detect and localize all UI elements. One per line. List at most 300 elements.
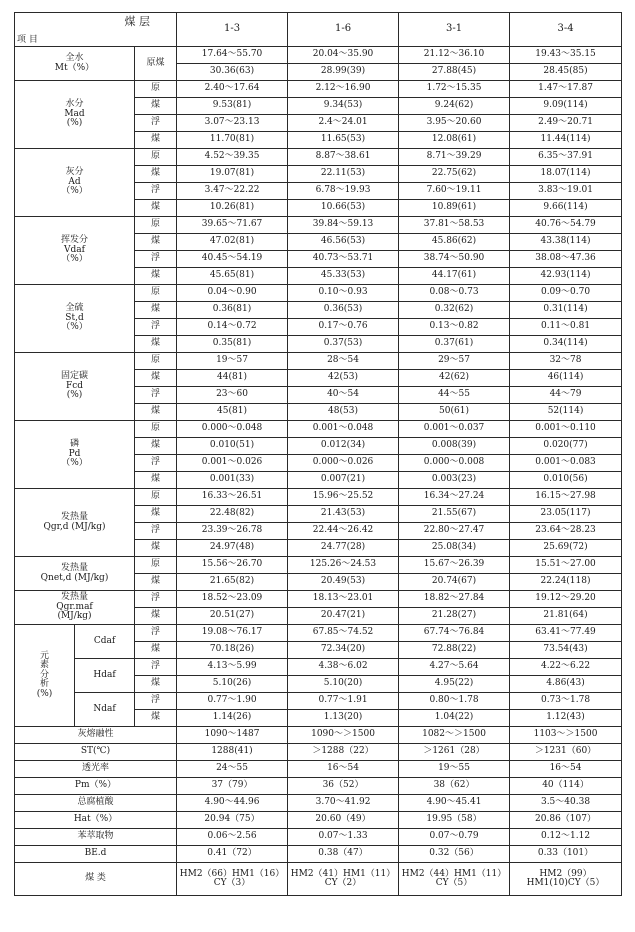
qgrmaf-label-part: Qgr.maf — [56, 601, 93, 612]
el-hdaf-mean-cell: 4.86(43) — [510, 676, 622, 693]
pm-mean-cell: 40（114） — [510, 778, 622, 795]
ad-raw-range-cell: 6.35～37.91 — [510, 149, 622, 166]
coal-class-line: CY（3） — [213, 878, 251, 888]
qgrd-washed-range-cell: 22.80～27.47 — [399, 523, 510, 540]
qgrmaf-washed-mean-cell: 21.81(64) — [510, 608, 622, 625]
mad-raw-range-cell: 2.40～17.64 — [177, 81, 288, 98]
qnetd-raw-range-cell: 15.51～27.00 — [510, 557, 622, 574]
el-hdaf-mean-cell: 5.10(20) — [288, 676, 399, 693]
pm-mean-cell: 38（62） — [399, 778, 510, 795]
st-range-cell: 1082～＞1500 — [399, 727, 510, 744]
vdaf-raw-range-row — [15, 217, 622, 234]
ad-washed-mean-cell: 10.66(53) — [288, 200, 399, 217]
hat-mean-cell: 20.86（107） — [510, 812, 622, 829]
vdaf-raw-mean-cell: 46.56(53) — [288, 234, 399, 251]
qnetd-raw-mean-cell: 22.24(118) — [510, 574, 622, 591]
pd-washed-range-cell: 0.000～0.026 — [288, 455, 399, 472]
pm-range-cell: 16～54 — [288, 761, 399, 778]
vdaf-raw-range-cell: 37.81～58.53 — [399, 217, 510, 234]
st-sublabel: ST(℃) — [15, 744, 177, 761]
fcd-raw-range-cell: 29～57 — [399, 353, 510, 370]
fcd-washed-mean-cell: 52(114) — [510, 404, 622, 421]
qgrd-raw-mean-cell: 21.43(53) — [288, 506, 399, 523]
qgrd-raw-range-cell: 15.96～25.52 — [288, 489, 399, 506]
pm-range-row — [15, 761, 622, 778]
bed-sublabel: BE.d — [15, 846, 177, 863]
vdaf-washed-mean-cell: 42.93(114) — [510, 268, 622, 285]
ad-washed-mean-cell: 9.66(114) — [510, 200, 622, 217]
std-raw-type-bottom: 煤 — [135, 302, 177, 319]
corner-seam-label: 煤 层 — [124, 15, 151, 28]
pd-washed-type-bottom: 煤 — [135, 472, 177, 489]
pd-raw-range-cell: 0.000～0.048 — [177, 421, 288, 438]
mad-raw-mean-cell: 9.09(114) — [510, 98, 622, 115]
pm-label: 透光率 — [15, 761, 177, 778]
fcd-raw-range-cell: 28～54 — [288, 353, 399, 370]
st-range-row — [15, 727, 622, 744]
qgrd-washed-range-cell: 23.64～28.23 — [510, 523, 622, 540]
vdaf-label-part: Vdaf — [64, 244, 85, 255]
bed-range-row — [15, 829, 622, 846]
el-ndaf-mean-cell: 1.14(26) — [177, 710, 288, 727]
pm-mean-cell: 36（52） — [288, 778, 399, 795]
mad-raw-range-cell: 1.72～15.35 — [399, 81, 510, 98]
mt-raw-mean-cell: 27.88(45) — [399, 64, 510, 81]
coal-class-cell — [399, 863, 510, 896]
coal-class-label: 煤 类 — [15, 863, 177, 896]
elemental-label-char: 素 — [39, 660, 49, 671]
ad-washed-mean-cell: 10.89(61) — [399, 200, 510, 217]
st-range-cell: 1103～＞1500 — [510, 727, 622, 744]
mad-washed-range-cell: 2.49～20.71 — [510, 115, 622, 132]
fcd-washed-range-cell: 44～55 — [399, 387, 510, 404]
pd-raw-mean-cell: 0.010(51) — [177, 438, 288, 455]
qgrmaf-washed-range-cell: 18.13～23.01 — [288, 591, 399, 608]
pd-raw-range-cell: 0.001～0.110 — [510, 421, 622, 438]
el-ndaf-type-bottom: 煤 — [135, 710, 177, 727]
std-label-cell — [15, 285, 135, 353]
qgrd-washed-type-bottom: 煤 — [135, 540, 177, 557]
el-cdaf-mean-cell: 72.88(22) — [399, 642, 510, 659]
ad-raw-range-row — [15, 149, 622, 166]
hat-mean-row — [15, 812, 622, 829]
pd-raw-range-cell: 0.001～0.037 — [399, 421, 510, 438]
fcd-washed-range-cell: 40～54 — [288, 387, 399, 404]
mad-label-part: Mad — [64, 108, 85, 119]
qgrd-label-part: Qgr,d (MJ/kg) — [43, 521, 106, 532]
coal-class-line: HM1(10)CY（5） — [526, 878, 605, 888]
table-body — [15, 13, 622, 896]
qgrd-raw-range-row — [15, 489, 622, 506]
fcd-raw-type-top: 原 — [135, 353, 177, 370]
st-mean-row — [15, 744, 622, 761]
el-hdaf-type-top: 浮 — [135, 659, 177, 676]
st-range-cell: 1090～＞1500 — [288, 727, 399, 744]
vdaf-raw-type-bottom: 煤 — [135, 234, 177, 251]
qnetd-raw-range-cell: 125.26～24.53 — [288, 557, 399, 574]
st-mean-cell: 1288(41) — [177, 744, 288, 761]
el-cdaf-mean-cell: 73.54(43) — [510, 642, 622, 659]
pd-label-part: （%） — [61, 458, 88, 469]
ad-raw-mean-cell: 18.07(114) — [510, 166, 622, 183]
fcd-label-part: 固定碳 — [60, 371, 88, 382]
std-raw-range-cell: 0.09～0.70 — [510, 285, 622, 302]
std-raw-type-top: 原 — [135, 285, 177, 302]
qnetd-raw-mean-cell: 20.49(53) — [288, 574, 399, 591]
ad-washed-type-bottom: 煤 — [135, 200, 177, 217]
std-raw-range-row — [15, 285, 622, 302]
el-cdaf-range-row — [15, 625, 622, 642]
std-raw-range-cell: 0.08～0.73 — [399, 285, 510, 302]
seam-header-1-3: 1-3 — [177, 13, 288, 47]
qgrmaf-label-part: 发热量 — [60, 592, 88, 603]
bed-range-cell: 0.12～1.12 — [510, 829, 622, 846]
el-cdaf-type-bottom: 煤 — [135, 642, 177, 659]
vdaf-washed-mean-cell: 45.65(81) — [177, 268, 288, 285]
qgrd-raw-type-top: 原 — [135, 489, 177, 506]
pd-washed-mean-cell: 0.007(21) — [288, 472, 399, 489]
pd-raw-mean-cell: 0.012(34) — [288, 438, 399, 455]
qgrmaf-washed-range-cell: 18.52～23.09 — [177, 591, 288, 608]
qnetd-raw-range-cell: 15.56～26.70 — [177, 557, 288, 574]
mad-raw-range-cell: 2.12～16.90 — [288, 81, 399, 98]
el-hdaf-range-row — [15, 659, 622, 676]
pm-range-cell: 16～54 — [510, 761, 622, 778]
qgrd-raw-mean-cell: 23.05(117) — [510, 506, 622, 523]
bed-range-cell: 0.06～2.56 — [177, 829, 288, 846]
std-washed-range-cell: 0.17～0.76 — [288, 319, 399, 336]
fcd-label-cell — [15, 353, 135, 421]
vdaf-label-cell — [15, 217, 135, 285]
std-raw-mean-cell: 0.36(81) — [177, 302, 288, 319]
std-washed-type-top: 浮 — [135, 319, 177, 336]
elemental-label-char: 析 — [39, 679, 49, 690]
bed-range-cell: 0.07～1.33 — [288, 829, 399, 846]
bed-mean-cell: 0.38（47） — [288, 846, 399, 863]
fcd-washed-mean-cell: 45(81) — [177, 404, 288, 421]
vdaf-washed-type-bottom: 煤 — [135, 268, 177, 285]
coal-class-row — [15, 863, 622, 896]
el-cdaf-label: Cdaf — [75, 625, 135, 659]
seam-header-3-4: 3-4 — [510, 13, 622, 47]
std-washed-mean-cell: 0.37(61) — [399, 336, 510, 353]
mt-raw-range-cell: 17.64～55.70 — [177, 47, 288, 64]
ad-washed-mean-cell: 10.26(81) — [177, 200, 288, 217]
coal-class-line: HM2（44）HM1（11） — [401, 868, 507, 879]
vdaf-washed-range-cell: 38.74～50.90 — [399, 251, 510, 268]
el-hdaf-range-cell: 4.13～5.99 — [177, 659, 288, 676]
vdaf-label-part: 挥发分 — [60, 235, 88, 246]
fcd-washed-range-cell: 23～60 — [177, 387, 288, 404]
seam-header-3-1: 3-1 — [399, 13, 510, 47]
fcd-raw-mean-cell: 44(81) — [177, 370, 288, 387]
mad-washed-range-cell: 3.95～20.60 — [399, 115, 510, 132]
hat-range-cell: 3.70～41.92 — [288, 795, 399, 812]
pd-washed-range-cell: 0.000～0.008 — [399, 455, 510, 472]
hat-label: 总腐植酸 — [15, 795, 177, 812]
std-label-part: （%） — [61, 322, 88, 333]
hat-mean-cell: 20.60（49） — [288, 812, 399, 829]
std-washed-mean-cell: 0.34(114) — [510, 336, 622, 353]
pd-label-part: Pd — [68, 448, 81, 459]
bed-mean-cell: 0.33（101） — [510, 846, 622, 863]
vdaf-washed-mean-cell: 45.33(53) — [288, 268, 399, 285]
pd-washed-range-cell: 0.001～0.083 — [510, 455, 622, 472]
mt-raw-mean-cell: 28.99(39) — [288, 64, 399, 81]
header-corner-cell — [15, 13, 177, 47]
mad-label-cell — [15, 81, 135, 149]
fcd-washed-mean-cell: 48(53) — [288, 404, 399, 421]
el-ndaf-mean-cell: 1.12(43) — [510, 710, 622, 727]
pm-range-cell: 19～55 — [399, 761, 510, 778]
elemental-label-char: 元 — [39, 650, 49, 661]
mt-raw-type: 原煤 — [135, 47, 177, 81]
pd-raw-range-cell: 0.001～0.048 — [288, 421, 399, 438]
mad-raw-mean-cell: 9.24(62) — [399, 98, 510, 115]
mad-washed-mean-cell: 12.08(61) — [399, 132, 510, 149]
ad-washed-range-cell: 3.83～19.01 — [510, 183, 622, 200]
mt-raw-range-cell: 20.04～35.90 — [288, 47, 399, 64]
bed-mean-row — [15, 846, 622, 863]
qgrmaf-label-cell — [15, 591, 135, 625]
vdaf-washed-range-cell: 40.45～54.19 — [177, 251, 288, 268]
pd-washed-mean-cell: 0.003(23) — [399, 472, 510, 489]
el-hdaf-range-cell: 4.27～5.64 — [399, 659, 510, 676]
pm-mean-row — [15, 778, 622, 795]
ad-label-part: Ad — [68, 176, 81, 187]
fcd-label-part: Fcd — [65, 380, 84, 391]
coal-class-line: CY（5） — [435, 878, 473, 888]
pd-washed-range-cell: 0.001～0.026 — [177, 455, 288, 472]
el-hdaf-range-cell: 4.22～6.22 — [510, 659, 622, 676]
el-hdaf-type-bottom: 煤 — [135, 676, 177, 693]
qgrmaf-washed-mean-cell: 20.51(27) — [177, 608, 288, 625]
fcd-raw-range-row — [15, 353, 622, 370]
el-ndaf-range-cell: 0.77～1.90 — [177, 693, 288, 710]
qgrd-raw-mean-cell: 21.55(67) — [399, 506, 510, 523]
ad-raw-range-cell: 8.87～38.61 — [288, 149, 399, 166]
std-label-part: St,d — [65, 312, 84, 323]
qgrd-raw-type-bottom: 煤 — [135, 506, 177, 523]
std-washed-range-cell: 0.14～0.72 — [177, 319, 288, 336]
hat-mean-cell: 19.95（58） — [399, 812, 510, 829]
el-hdaf-mean-cell: 4.95(22) — [399, 676, 510, 693]
hat-mean-cell: 20.94（75） — [177, 812, 288, 829]
bed-range-cell: 0.07～0.79 — [399, 829, 510, 846]
bed-mean-cell: 0.32（56） — [399, 846, 510, 863]
mad-label-part: 水分 — [65, 99, 84, 110]
mt-raw-range-cell: 19.43～35.15 — [510, 47, 622, 64]
qnetd-label-cell — [15, 557, 135, 591]
mt-label-part: 全水 — [65, 53, 84, 64]
el-hdaf-mean-cell: 5.10(26) — [177, 676, 288, 693]
pm-range-cell: 24～55 — [177, 761, 288, 778]
ad-raw-mean-cell: 19.07(81) — [177, 166, 288, 183]
fcd-raw-range-cell: 32～78 — [510, 353, 622, 370]
mad-raw-type-bottom: 煤 — [135, 98, 177, 115]
el-cdaf-mean-cell: 70.18(26) — [177, 642, 288, 659]
fcd-raw-mean-cell: 42(53) — [288, 370, 399, 387]
el-ndaf-range-row — [15, 693, 622, 710]
qgrd-raw-range-cell: 16.34～27.24 — [399, 489, 510, 506]
el-hdaf-label: Hdaf — [75, 659, 135, 693]
qgrmaf-washed-type-top: 浮 — [135, 591, 177, 608]
coal-class-line: HM2（66）HM1（16） — [179, 868, 285, 879]
vdaf-raw-range-cell: 39.84～59.13 — [288, 217, 399, 234]
qnetd-raw-mean-cell: 21.65(82) — [177, 574, 288, 591]
coal-quality-table-wrapper — [14, 12, 622, 896]
mad-raw-type-top: 原 — [135, 81, 177, 98]
coal-quality-table — [14, 12, 622, 896]
mt-raw-mean-cell: 28.45(85) — [510, 64, 622, 81]
fcd-washed-mean-cell: 50(61) — [399, 404, 510, 421]
el-ndaf-mean-cell: 1.04(22) — [399, 710, 510, 727]
mad-raw-mean-cell: 9.53(81) — [177, 98, 288, 115]
qnetd-label-part: 发热量 — [60, 563, 88, 574]
ad-washed-type-top: 浮 — [135, 183, 177, 200]
header-row — [15, 13, 622, 47]
ad-raw-range-cell: 8.71～39.29 — [399, 149, 510, 166]
fcd-washed-type-top: 浮 — [135, 387, 177, 404]
pd-raw-type-bottom: 煤 — [135, 438, 177, 455]
std-raw-mean-cell: 0.36(53) — [288, 302, 399, 319]
coal-class-cell — [510, 863, 622, 896]
mt-label-part: Mt（%） — [54, 62, 95, 73]
mad-washed-range-cell: 2.4～24.01 — [288, 115, 399, 132]
el-cdaf-range-cell: 67.74～76.84 — [399, 625, 510, 642]
ad-label-cell — [15, 149, 135, 217]
std-washed-range-cell: 0.11～0.81 — [510, 319, 622, 336]
mad-raw-mean-cell: 9.34(53) — [288, 98, 399, 115]
st-range-cell: 1090～1487 — [177, 727, 288, 744]
qnetd-raw-type-bottom: 煤 — [135, 574, 177, 591]
hat-range-cell: 3.5～40.38 — [510, 795, 622, 812]
hat-range-cell: 4.90～45.41 — [399, 795, 510, 812]
el-cdaf-mean-cell: 72.34(20) — [288, 642, 399, 659]
pd-raw-mean-cell: 0.020(77) — [510, 438, 622, 455]
vdaf-raw-range-cell: 39.65～71.67 — [177, 217, 288, 234]
qnetd-raw-range-cell: 15.67～26.39 — [399, 557, 510, 574]
std-washed-range-cell: 0.13～0.82 — [399, 319, 510, 336]
fcd-label-part: (%) — [66, 390, 83, 401]
qgrd-label-part: 发热量 — [60, 512, 88, 523]
ad-label-part: （%） — [61, 186, 88, 197]
pm-mean-cell: 37（79） — [177, 778, 288, 795]
vdaf-washed-range-cell: 40.73～53.71 — [288, 251, 399, 268]
fcd-washed-type-bottom: 煤 — [135, 404, 177, 421]
qnetd-raw-mean-cell: 20.74(67) — [399, 574, 510, 591]
coal-class-cell — [288, 863, 399, 896]
hat-sublabel: Hat（%） — [15, 812, 177, 829]
mad-raw-range-row — [15, 81, 622, 98]
hat-range-cell: 4.90～44.96 — [177, 795, 288, 812]
coal-class-line: HM2（41）HM1（11） — [290, 868, 396, 879]
mt-raw-range-row — [15, 47, 622, 64]
fcd-raw-mean-cell: 42(62) — [399, 370, 510, 387]
ad-raw-type-top: 原 — [135, 149, 177, 166]
std-label-part: 全硫 — [65, 303, 84, 314]
mt-raw-range-cell: 21.12～36.10 — [399, 47, 510, 64]
pd-washed-mean-cell: 0.010(56) — [510, 472, 622, 489]
corner-item-label: 项 目 — [17, 34, 38, 45]
qgrd-raw-range-cell: 16.15～27.98 — [510, 489, 622, 506]
fcd-raw-mean-cell: 46(114) — [510, 370, 622, 387]
ad-washed-range-cell: 3.47～22.22 — [177, 183, 288, 200]
el-cdaf-range-cell: 67.85～74.52 — [288, 625, 399, 642]
coal-class-line: CY（2） — [324, 878, 362, 888]
qgrd-washed-mean-cell: 25.69(72) — [510, 540, 622, 557]
vdaf-raw-mean-cell: 45.86(62) — [399, 234, 510, 251]
pm-sublabel: Pm（%） — [15, 778, 177, 795]
mad-washed-mean-cell: 11.65(53) — [288, 132, 399, 149]
std-raw-range-cell: 0.04～0.90 — [177, 285, 288, 302]
pd-washed-type-top: 浮 — [135, 455, 177, 472]
vdaf-washed-range-cell: 38.08～47.36 — [510, 251, 622, 268]
elemental-label-unit: (%) — [36, 688, 53, 699]
vdaf-raw-mean-cell: 43.38(114) — [510, 234, 622, 251]
mad-raw-range-cell: 1.47～17.87 — [510, 81, 622, 98]
qgrd-washed-mean-cell: 24.77(28) — [288, 540, 399, 557]
vdaf-washed-type-top: 浮 — [135, 251, 177, 268]
hat-range-row — [15, 795, 622, 812]
pd-label-part: 磷 — [69, 439, 79, 450]
mad-washed-type-bottom: 煤 — [135, 132, 177, 149]
pd-raw-type-top: 原 — [135, 421, 177, 438]
el-ndaf-range-cell: 0.80～1.78 — [399, 693, 510, 710]
pd-label-cell — [15, 421, 135, 489]
vdaf-raw-type-top: 原 — [135, 217, 177, 234]
qgrd-washed-mean-cell: 24.97(48) — [177, 540, 288, 557]
el-ndaf-type-top: 浮 — [135, 693, 177, 710]
std-raw-range-cell: 0.10～0.93 — [288, 285, 399, 302]
qgrd-washed-range-cell: 22.44～26.42 — [288, 523, 399, 540]
elemental-analysis-label-cell — [15, 625, 75, 727]
qgrmaf-washed-type-bottom: 煤 — [135, 608, 177, 625]
pd-raw-range-row — [15, 421, 622, 438]
el-cdaf-range-cell: 19.08～76.17 — [177, 625, 288, 642]
ad-label-part: 灰分 — [65, 167, 84, 178]
ad-raw-mean-cell: 22.11(53) — [288, 166, 399, 183]
ad-washed-range-cell: 7.60～19.11 — [399, 183, 510, 200]
mt-raw-mean-cell: 30.36(63) — [177, 64, 288, 81]
ad-raw-range-cell: 4.52～39.35 — [177, 149, 288, 166]
pd-washed-mean-cell: 0.001(33) — [177, 472, 288, 489]
std-washed-mean-cell: 0.37(53) — [288, 336, 399, 353]
el-ndaf-range-cell: 0.73～1.78 — [510, 693, 622, 710]
el-cdaf-type-top: 浮 — [135, 625, 177, 642]
mad-washed-mean-cell: 11.44(114) — [510, 132, 622, 149]
mad-washed-mean-cell: 11.70(81) — [177, 132, 288, 149]
qgrmaf-washed-mean-cell: 21.28(27) — [399, 608, 510, 625]
st-mean-cell: ＞1261（28） — [399, 744, 510, 761]
std-washed-mean-cell: 0.35(81) — [177, 336, 288, 353]
qgrd-washed-type-top: 浮 — [135, 523, 177, 540]
bed-mean-cell: 0.41（72） — [177, 846, 288, 863]
qnetd-raw-type-top: 原 — [135, 557, 177, 574]
vdaf-washed-mean-cell: 44.17(61) — [399, 268, 510, 285]
qnetd-raw-range-row — [15, 557, 622, 574]
qgrd-washed-mean-cell: 25.08(34) — [399, 540, 510, 557]
qgrmaf-washed-range-cell: 18.82～27.84 — [399, 591, 510, 608]
qgrmaf-label-part: (MJ/kg) — [57, 611, 92, 622]
fcd-raw-type-bottom: 煤 — [135, 370, 177, 387]
fcd-washed-range-cell: 44～79 — [510, 387, 622, 404]
qnetd-label-part: Qnet,d (MJ/kg) — [40, 572, 109, 583]
mad-washed-range-cell: 3.07～23.13 — [177, 115, 288, 132]
mt-label-cell — [15, 47, 135, 81]
ad-raw-type-bottom: 煤 — [135, 166, 177, 183]
el-ndaf-label: Ndaf — [75, 693, 135, 727]
